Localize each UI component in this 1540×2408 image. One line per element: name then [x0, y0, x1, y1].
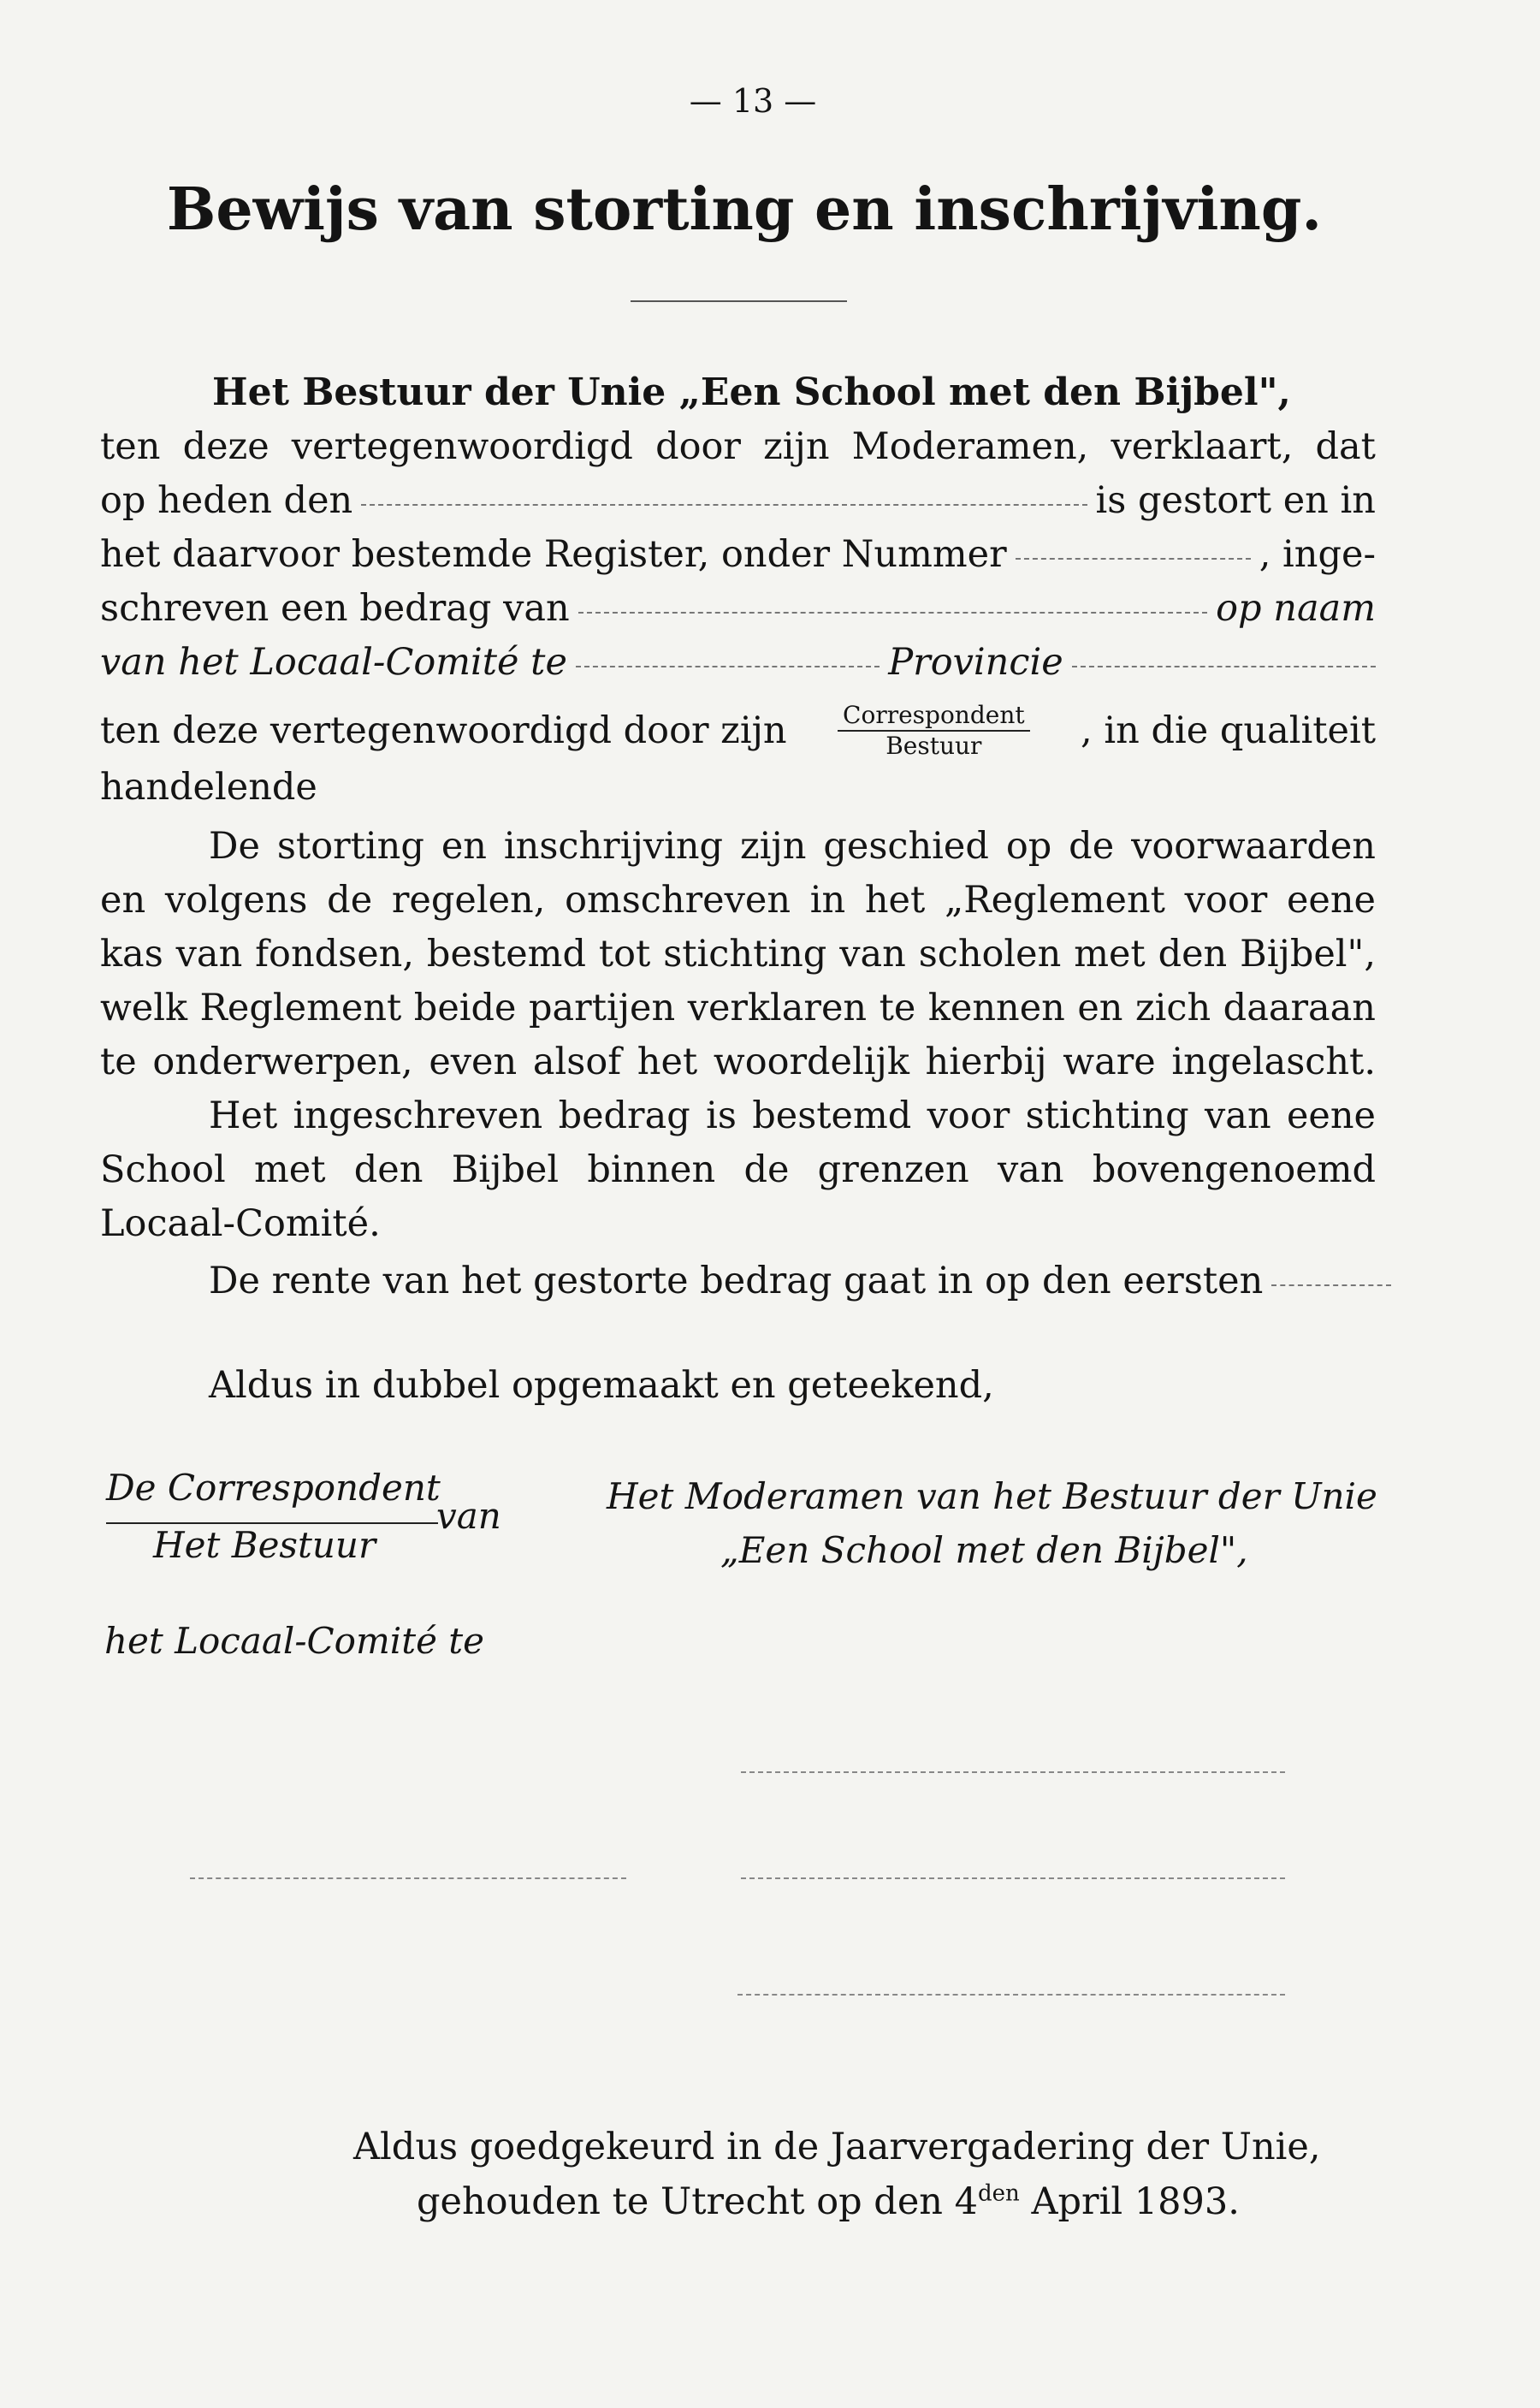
paragraph-1-line-8 [100, 761, 1376, 814]
paragraph-1-line-5 [100, 582, 1376, 635]
text-segment: handelende [100, 766, 317, 809]
paragraph-2-line-5: te onderwerpen, even alsof het woordelijk hierbij ware ingelascht. [100, 1041, 1376, 1083]
word: vertegenwoordigd [291, 425, 633, 468]
signature-line-right-3[interactable] [737, 1994, 1285, 1996]
text-segment: Aldus in dubbel opgemaakt en geteekend, [209, 1364, 994, 1407]
signature-left-van: van [436, 1495, 501, 1537]
paragraph-4-line-1 [209, 1254, 1391, 1308]
word: verklaart, [1111, 425, 1294, 468]
signature-line-right-2[interactable] [741, 1877, 1285, 1879]
approval-text: gehouden te Utrecht op den 4 [417, 2180, 979, 2223]
page-number: — 13 — [689, 82, 817, 120]
paragraph-1-line-3 [100, 474, 1376, 527]
number-fill-line[interactable] [1016, 558, 1251, 560]
paragraph-5-line-1 [209, 1359, 1484, 1412]
signature-line-right-1[interactable] [741, 1771, 1285, 1773]
text-segment: De rente van het gestorte bedrag gaat in op den eersten [209, 1260, 1264, 1302]
fraction-bottom: Bestuur [886, 732, 982, 760]
amount-fill-line[interactable] [578, 612, 1207, 614]
text-segment: van het Locaal-Comité te [100, 641, 567, 684]
paragraph-2-line-4: welk Reglement beide partijen verklaren te kennen en zich daaraan [100, 987, 1376, 1029]
paragraph-1-line-2 [100, 420, 1376, 473]
text-segment: ten deze vertegenwoordigd door zijn [100, 709, 787, 752]
text-segment: is gestort en in [1095, 479, 1376, 522]
paragraph-1-line-6 [100, 636, 1376, 689]
paragraph-3-line-2: School met den Bijbel binnen de grenzen van bovengenoemd [100, 1148, 1376, 1191]
signature-right-line-2: „Een School met den Bijbel", [720, 1529, 1248, 1571]
province-fill-line[interactable] [1072, 666, 1376, 667]
text-segment: op heden den [100, 479, 353, 522]
paragraph-1-line-4 [100, 528, 1376, 581]
signature-line-left[interactable] [190, 1877, 626, 1879]
word: Moderamen, [851, 425, 1089, 468]
approval-line-2 [417, 2180, 1240, 2223]
paragraph-3-line-1: Het ingeschreven bedrag is bestemd voor stichting van eene [209, 1094, 1376, 1137]
word: door [655, 425, 741, 468]
word: zijn [763, 425, 830, 468]
title-rule [631, 300, 847, 302]
role-fraction [838, 701, 1030, 761]
text-segment: schreven een bedrag van [100, 587, 570, 630]
paragraph-1-line-7 [100, 701, 1376, 760]
fraction-top: Correspondent [838, 701, 1030, 732]
paragraph-2-line-1: De storting en inschrijving zijn geschied op de voorwaarden [209, 825, 1376, 868]
word: ten [100, 425, 161, 468]
approval-date: April 1893. [1019, 2180, 1240, 2223]
paragraph-1-line-1 [100, 366, 1376, 419]
interest-date-fill-line[interactable] [1271, 1284, 1391, 1286]
text-segment: , in die qualiteit [1081, 709, 1376, 752]
text-segment: Provincie [888, 641, 1063, 684]
page-title: Bewijs van storting en inschrijving. [166, 175, 1323, 244]
bestuur-heading: Het Bestuur der Unie „Een School met den Bijbel", [212, 371, 1291, 414]
signature-right-line-1: Het Moderamen van het Bestuur der Unie [607, 1475, 1377, 1517]
signature-left-committee: het Locaal-Comité te [104, 1620, 485, 1662]
signature-left-bottom: Het Bestuur [153, 1524, 376, 1566]
place-fill-line[interactable] [576, 666, 880, 667]
text-segment: het daarvoor bestemde Register, onder Nummer [100, 533, 1007, 576]
word: deze [182, 425, 270, 468]
text-segment: , inge- [1259, 533, 1376, 576]
paragraph-2-line-2: en volgens de regelen, omschreven in het „Reglement voor eene [100, 879, 1376, 922]
paragraph-3-line-3: Locaal-Comité. [100, 1202, 381, 1245]
signature-left-top: De Correspondent [106, 1467, 441, 1509]
date-fill-line[interactable] [361, 504, 1087, 506]
text-segment: op naam [1216, 587, 1376, 630]
approval-superscript: den [978, 2180, 1020, 2207]
paragraph-2-line-3: kas van fondsen, bestemd tot stichting van scholen met den Bijbel", [100, 933, 1376, 976]
word: dat [1315, 425, 1376, 468]
approval-line-1: Aldus goedgekeurd in de Jaarvergadering der Unie, [353, 2126, 1321, 2168]
